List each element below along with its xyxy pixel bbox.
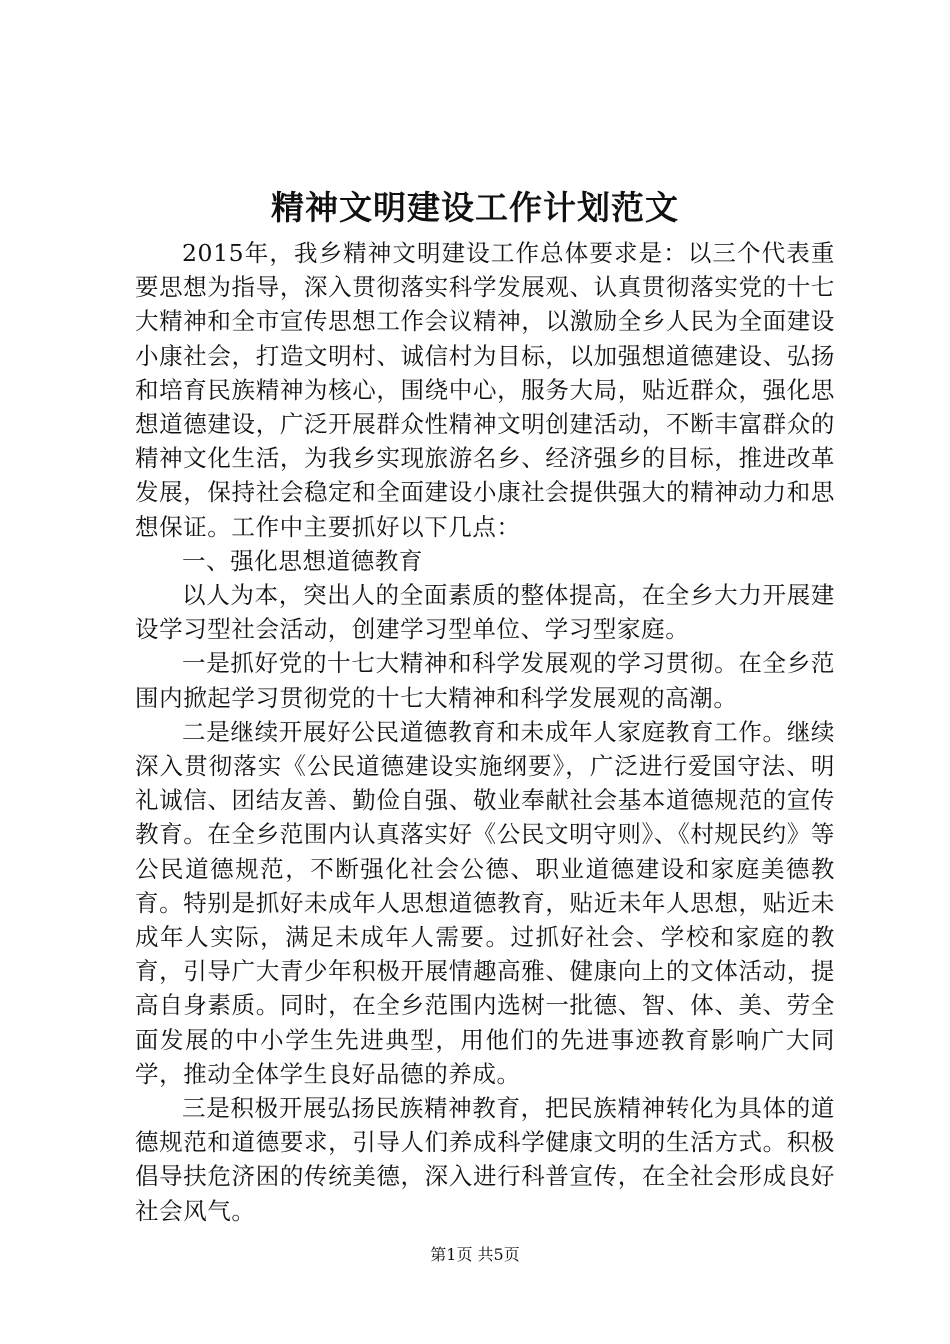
paragraph-point-one: 一是抓好党的十七大精神和科学发展观的学习贯彻。在全乡范围内掀起学习贯彻党的十七大精神和科学发展观的高潮。 bbox=[135, 649, 835, 712]
paragraph-point-two: 二是继续开展好公民道德教育和未成年人家庭教育工作。继续深入贯彻落实《公民道德建设实施纲要》，广泛进行爱国守法、明礼诚信、团结友善、勤俭自强、敬业奉献社会基本道德规范的宣传教育。在全乡范围内认真落实好《公民文明守则》、《村规民约》等公民道德规范，不断强化社会公德、职业道德建设和家庭美德教育。特别是抓好未成年人思想道德教育，贴近未年人思想，贴近未成年人实际，满足未成年人需要。过抓好社会、学校和家庭的教育，引导广大青少年积极开展情趣高雅、健康向上的文体活动，提高自身素质。同时，在全乡范围内选树一批德、智、体、美、劳全面发展的中小学生先进典型，用他们的先进事迹教育影响广大同学，推动全体学生良好品德的养成。 bbox=[135, 717, 835, 1088]
paragraph-people-oriented: 以人为本，突出人的全面素质的整体提高，在全乡大力开展建设学习型社会活动，创建学习型单位、学习型家庭。 bbox=[135, 581, 835, 644]
page-footer: 第1页 共5页 bbox=[430, 1245, 520, 1264]
document-body bbox=[135, 236, 835, 1228]
paragraph-intro: 2015年，我乡精神文明建设工作总体要求是：以三个代表重要思想为指导，深入贯彻落实科学发展观、认真贯彻落实党的十七大精神和全市宣传思想工作会议精神，以激励全乡人民为全面建设小康社会，打造文明村、诚信村为目标，以加强想道德建设、弘扬和培育民族精神为核心，围绕中心，服务大局，贴近群众，强化思想道德建设，广泛开展群众性精神文明创建活动，不断丰富群众的精神文化生活，为我乡实现旅游名乡、经济强乡的目标，推进改革发展，保持社会稳定和全面建设小康社会提供强大的精神动力和思想保证。工作中主要抓好以下几点： bbox=[135, 239, 835, 541]
document-title: 精神文明建设工作计划范文 bbox=[271, 188, 679, 227]
paragraph-point-three: 三是积极开展弘扬民族精神教育，把民族精神转化为具体的道德规范和道德要求，引导人们养成科学健康文明的生活方式。积极倡导扶危济困的传统美德，深入进行科普宣传，在全社会形成良好社会风气。 bbox=[135, 1094, 835, 1225]
section-heading: 一、强化思想道德教育 bbox=[182, 546, 423, 575]
